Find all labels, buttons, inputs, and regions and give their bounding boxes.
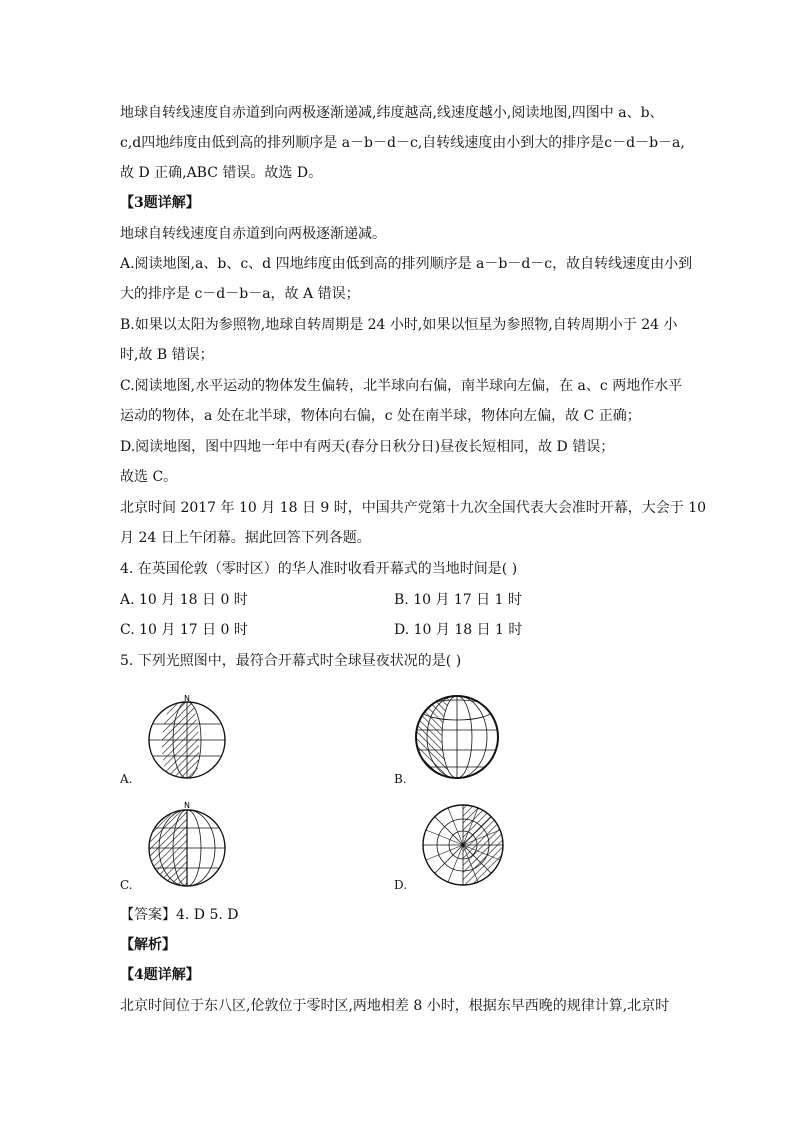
question-5-stem: 5. 下列光照图中，最符合开幕式时全球昼夜状况的是( ): [120, 653, 462, 669]
answer-line: 【答案】4. D 5. D: [120, 907, 239, 923]
north-mark: N: [184, 801, 190, 810]
text-line: D.阅读地图，图中四地一年中有两天(春分日秋分日)昼夜长短相同，故 D 错误；: [120, 439, 615, 455]
q4-option-b: B. 10 月 17 日 1 时: [394, 592, 522, 608]
text-line: C.阅读地图,水平运动的物体发生偏转，北半球向右偏，南半球向左偏，在 a、c 两地作水平: [120, 378, 683, 394]
text-line: 大的排序是 c－d－b－a，故 A 错误；: [120, 286, 360, 302]
analysis-heading: 【解析】: [120, 937, 176, 953]
figure-label-a: A.: [120, 772, 133, 786]
text-line: 北京时间 2017 年 10 月 18 日 9 时，中国共产党第十九次全国代表大会准时开幕，大会于 10: [120, 500, 707, 516]
question-4-stem: 4. 在英国伦敦（零时区）的华人准时收看开幕式的当地时间是( ): [120, 561, 518, 577]
figure-label-b: B.: [394, 772, 407, 786]
text-line: 故选 C。: [120, 469, 178, 485]
text-line: A.阅读地图,a、b、c、d 四地纬度由低到高的排列顺序是 a－b－d－c，故自转线速度由小到: [120, 256, 693, 272]
q4-option-c: C. 10 月 17 日 0 时: [120, 622, 248, 638]
north-mark: N: [184, 694, 190, 703]
text-line: 故 D 正确,ABC 错误。故选 D。: [120, 165, 323, 181]
q4-option-a: A. 10 月 18 日 0 时: [120, 592, 248, 608]
globe-figure-d: [420, 802, 506, 888]
section-heading: 【3题详解】: [120, 195, 200, 211]
text-line: 运动的物体，a 处在北半球，物体向右偏，c 处在南半球，物体向左偏，故 C 正确；: [120, 408, 641, 424]
text-line: c,d四地纬度由低到高的排列顺序是 a－b－d－c,自转线速度由小到大的排序是c－d－b－a,: [120, 135, 685, 151]
text-line: 地球自转线速度自赤道到向两极逐渐递减。: [120, 226, 386, 242]
figure-label-c: C.: [120, 878, 133, 892]
text-line: 北京时间位于东八区,伦敦位于零时区,两地相差 8 小时，根据东早西晚的规律计算,北京时: [120, 998, 670, 1014]
globe-figure-b: [412, 692, 502, 782]
q4-option-d: D. 10 月 18 日 1 时: [394, 622, 523, 638]
globe-figure-c: [144, 798, 230, 888]
section-heading: 【4题详解】: [120, 967, 200, 983]
text-line: B.如果以太阳为参照物,地球自转周期是 24 小时,如果以恒星为参照物,自转周期小于 24 小: [120, 317, 678, 333]
text-line: 时,故 B 错误；: [120, 347, 214, 363]
text-line: 地球自转线速度自赤道到向两极逐渐递减,纬度越高,线速度越小,阅读地图,四图中 a、b、: [120, 105, 664, 121]
figure-label-d: D.: [394, 878, 408, 892]
text-line: 月 24 日上午闭幕。据此回答下列各题。: [120, 530, 371, 546]
globe-figure-a: [144, 694, 230, 780]
